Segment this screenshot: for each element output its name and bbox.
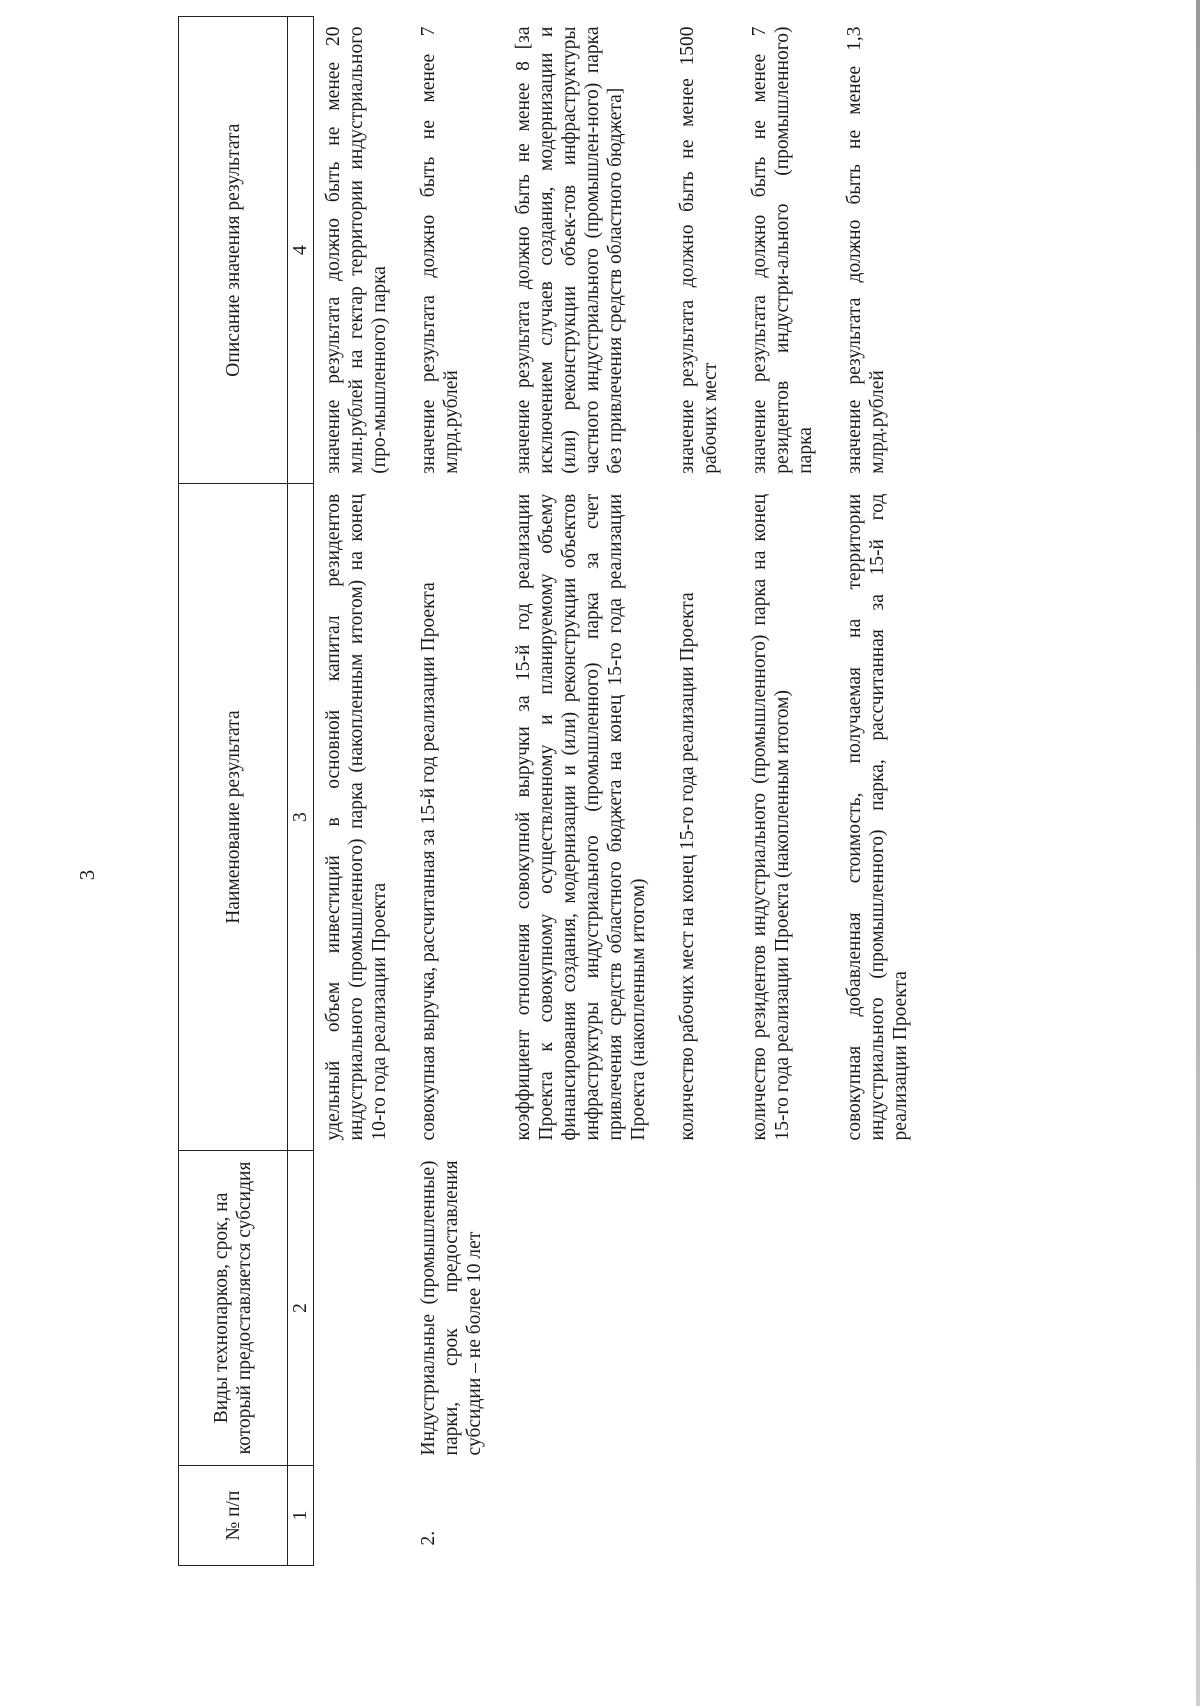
row-number: [668, 1465, 740, 1565]
row-number: [835, 1465, 930, 1565]
row-park-type: [504, 1150, 668, 1465]
row-result-description: значение результата должно быть не менее 7 резидентов индустри-ального (промышленного) парка: [749, 26, 816, 474]
row-result-description: значение результата должно быть не менее 7 млрд.рублей: [418, 26, 462, 474]
row-result-name: удельный объем инвестиций в основной капитал резидентов индустриального (промышленного) парка (накопленным итогом) на конец 10-го года реализации Проекта: [323, 493, 390, 1141]
row-result-description: значение результата должно быть не менее 1500 рабочих мест: [677, 26, 721, 474]
row-result-name: коэффициент отношения совокупной выручки за 15-й год реализации Проекта к совокупному осуществленному и планируемому объему финансирования создания, модернизации и (или) реконструкции объектов инфраструктуры индустриального (промышленного) парка за счет привлечения средств областного бюджета на конец 15-го года реализации Проекта (накопленным итогом): [513, 493, 649, 1141]
table-row: [314, 17, 410, 1566]
row-result-description: значение результата должно быть не менее 20 млн.рублей на гектар территории индустриального (про-мышленного) парка: [323, 26, 390, 474]
results-table: [178, 16, 930, 1566]
table-row: [668, 17, 740, 1566]
row-result-name: совокупная добавленная стоимость, получаемая на территории индустриального (промышленного) парка, рассчитанная за 15-й год реализации Проекта: [844, 493, 911, 1141]
row-park-type: Индустриальные (промышленные) парки, срок предоставления субсидии – не более 10 лет: [418, 1160, 485, 1456]
rotated-sheet: [178, 0, 1200, 1602]
row-park-type: [740, 1150, 835, 1465]
row-number: 2.: [418, 1530, 439, 1546]
header-number: № п/п: [179, 1465, 288, 1565]
header-result-description: Описание значения результата: [179, 17, 288, 484]
table-header-row: [179, 17, 288, 1566]
column-number: 1: [288, 1465, 314, 1565]
row-number: [504, 1465, 668, 1565]
header-park-type: Виды технопарков, срок, на который предоставляется субсидия: [179, 1150, 288, 1465]
row-park-type: [314, 1150, 410, 1465]
table-row: [740, 17, 835, 1566]
header-result-name: Наименование результата: [179, 484, 288, 1151]
row-result-name: количество рабочих мест на конец 15-го года реализации Проекта: [677, 592, 698, 1141]
column-number: 4: [288, 17, 314, 484]
row-result-description: значение результата должно быть не менее 1,3 млрд.рублей: [844, 26, 888, 474]
row-park-type: [835, 1150, 930, 1465]
row-number: [314, 1465, 410, 1565]
row-number: [740, 1465, 835, 1565]
row-result-name: количество резидентов индустриального (промышленного) парка на конец 15-го года реализации Проекта (накопленным итогом): [749, 493, 793, 1141]
row-result-description: значение результата должно быть не менее 8 [за исключением случаев создания, модернизации и (или) реконструкции объек-тов инфраструктуры частного индустриального (промышлен-ного) парка без привлечения средств областного бюджета]: [513, 26, 626, 474]
scan-edge-divider: [1196, 0, 1200, 1706]
table-row: [835, 17, 930, 1566]
column-number: 3: [288, 484, 314, 1151]
table-row: [409, 17, 504, 1566]
row-park-type: [668, 1150, 740, 1465]
page-number: 3: [75, 869, 99, 881]
row-result-name: совокупная выручка, рассчитанная за 15-й год реализации Проекта: [418, 582, 439, 1141]
column-number: 2: [288, 1150, 314, 1465]
table-row: [504, 17, 668, 1566]
column-number-row: [288, 17, 314, 1566]
